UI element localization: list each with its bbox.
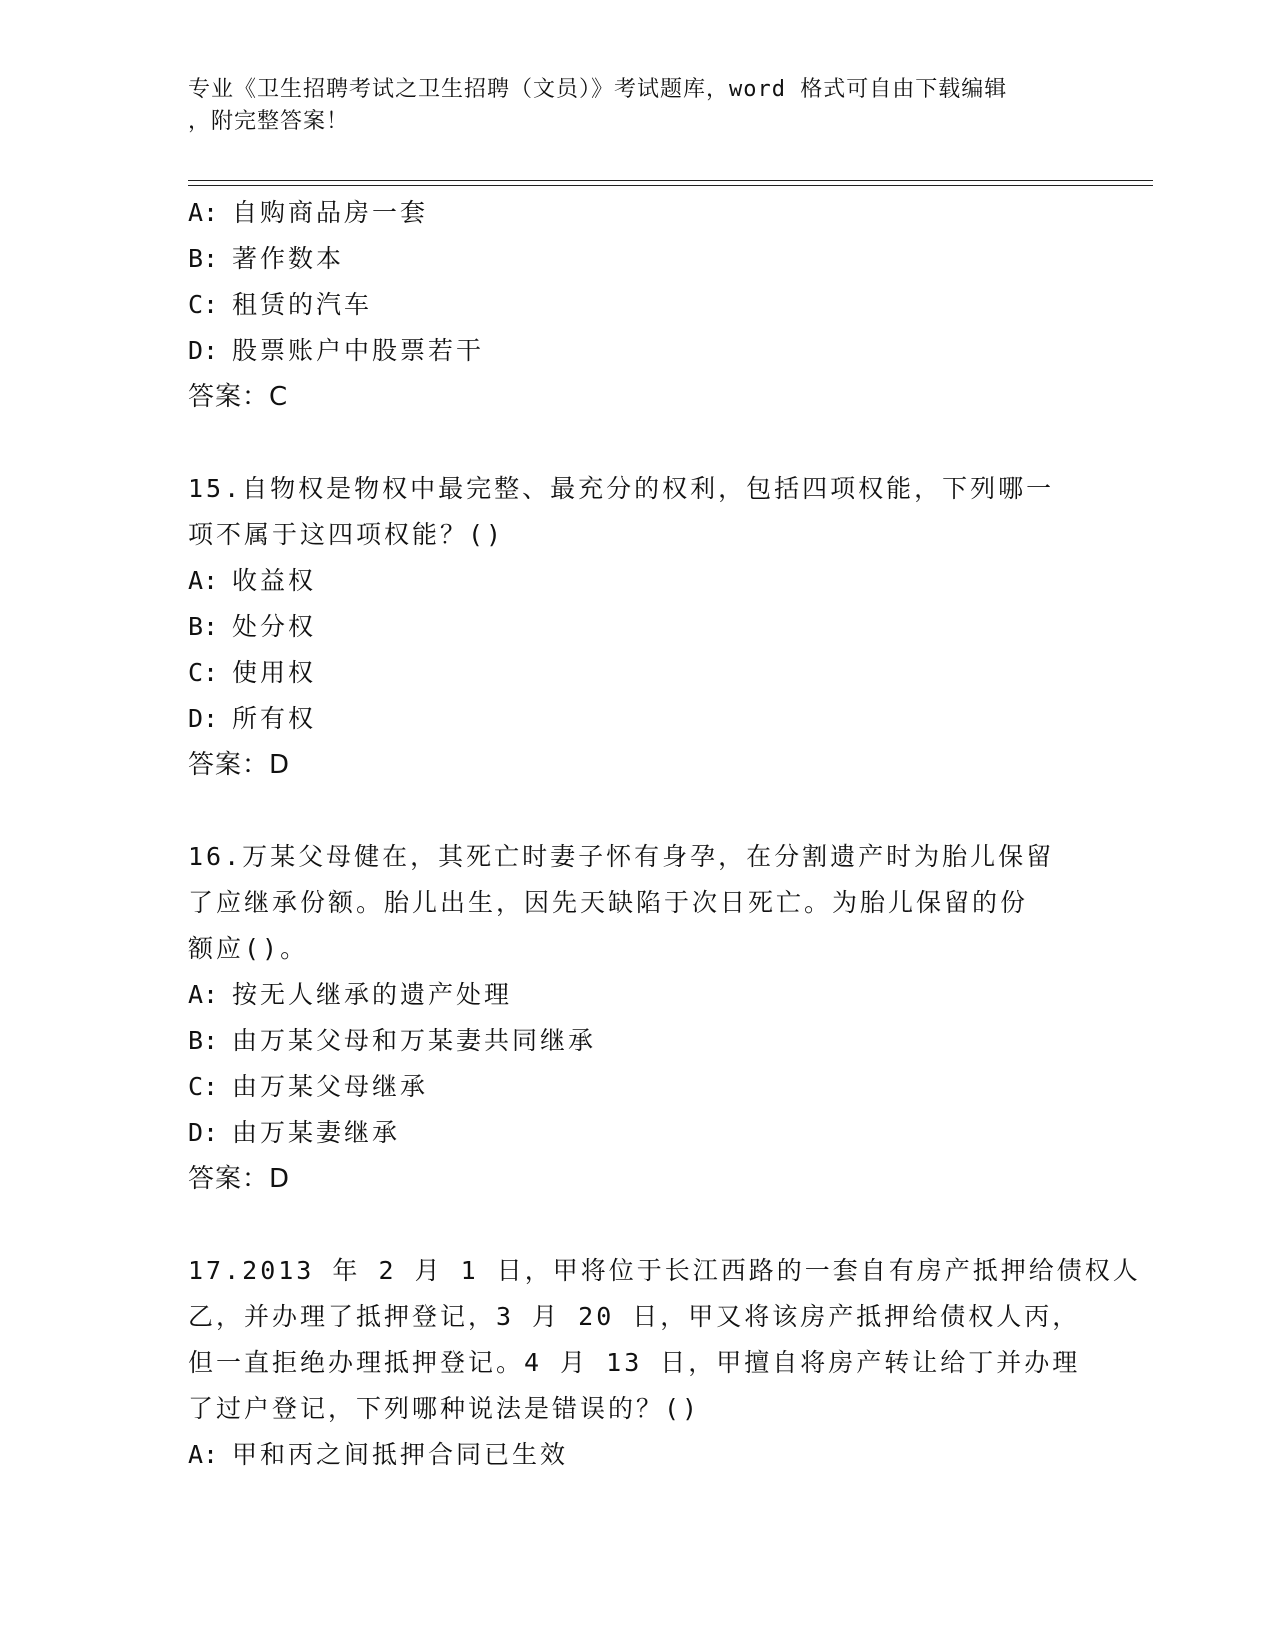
- question-17: [188, 1248, 1141, 1478]
- option-letter: A:: [188, 1440, 219, 1469]
- question-text-line: 15.自物权是物权中最完整、最充分的权利，包括四项权能，下列哪一: [188, 474, 1055, 503]
- question-text-line: 16.万某父母健在，其死亡时妻子怀有身孕，在分割遗产时为胎儿保留: [188, 842, 1055, 871]
- document-header: [188, 74, 1088, 138]
- spacer: [188, 788, 1088, 834]
- option-text: 处分权: [232, 612, 317, 641]
- option-c: [188, 282, 1088, 328]
- option-b: [188, 236, 1088, 282]
- option-letter: A:: [188, 198, 219, 227]
- question-text-line: 17.2013 年 2 月 1 日，甲将位于长江西路的一套自有房产抵押给债权人: [188, 1256, 1141, 1285]
- option-d: [188, 696, 1088, 742]
- option-text: 自购商品房一套: [232, 198, 429, 227]
- answer-line: 答案：C: [188, 382, 289, 412]
- option-text: 收益权: [232, 566, 317, 595]
- question-text-line: 但一直拒绝办理抵押登记。4 月 13 日，甲擅自将房产转让给丁并办理: [188, 1348, 1081, 1377]
- question-text-line: 乙，并办理了抵押登记，3 月 20 日，甲又将该房产抵押给债权人丙，: [188, 1302, 1081, 1331]
- question-16: [188, 834, 1088, 1202]
- answer-line: 答案：D: [188, 750, 291, 780]
- option-letter: D:: [188, 704, 219, 733]
- spacer: [188, 1202, 1088, 1248]
- option-b: [188, 1018, 1088, 1064]
- header-line-2: ，附完整答案！: [188, 109, 350, 134]
- option-c: [188, 1064, 1088, 1110]
- option-text: 甲和丙之间抵押合同已生效: [232, 1440, 569, 1469]
- question-text-line: 额应()。: [188, 934, 309, 963]
- option-letter: D:: [188, 1118, 219, 1147]
- question-list: [188, 190, 1141, 1478]
- header-divider-bottom: [188, 185, 1153, 186]
- option-text: 由万某妻继承: [232, 1118, 401, 1147]
- option-d: [188, 1110, 1088, 1156]
- option-letter: C:: [188, 290, 219, 319]
- option-a: [188, 1432, 1088, 1478]
- option-a: [188, 190, 1088, 236]
- header-divider-top: [188, 180, 1153, 181]
- option-d: [188, 328, 1088, 374]
- option-text: 按无人继承的遗产处理: [232, 980, 513, 1009]
- option-letter: A:: [188, 566, 219, 595]
- option-a: [188, 972, 1088, 1018]
- question-text-line: 了应继承份额。胎儿出生，因先天缺陷于次日死亡。为胎儿保留的份: [188, 888, 1029, 917]
- option-text: 租赁的汽车: [232, 290, 373, 319]
- option-letter: B:: [188, 244, 219, 273]
- option-text: 由万某父母继承: [232, 1072, 429, 1101]
- option-a: [188, 558, 1088, 604]
- option-letter: D:: [188, 336, 219, 365]
- option-letter: B:: [188, 1026, 219, 1055]
- option-text: 所有权: [232, 704, 317, 733]
- question-15: [188, 466, 1088, 788]
- option-letter: C:: [188, 658, 219, 687]
- option-b: [188, 604, 1088, 650]
- option-letter: C:: [188, 1072, 219, 1101]
- answer-line: 答案：D: [188, 1164, 291, 1194]
- spacer: [188, 420, 1088, 466]
- option-c: [188, 650, 1088, 696]
- question-14: [188, 190, 1088, 420]
- option-letter: A:: [188, 980, 219, 1009]
- question-text-line: 了过户登记，下列哪种说法是错误的？(): [188, 1394, 701, 1423]
- header-line-1: 专业《卫生招聘考试之卫生招聘（文员）》考试题库，word 格式可自由下载编辑: [188, 77, 1008, 102]
- option-text: 由万某父母和万某妻共同继承: [232, 1026, 597, 1055]
- option-text: 使用权: [232, 658, 317, 687]
- option-text: 著作数本: [232, 244, 345, 273]
- question-text-line: 项不属于这四项权能？(): [188, 520, 505, 549]
- option-text: 股票账户中股票若干: [232, 336, 485, 365]
- option-letter: B:: [188, 612, 219, 641]
